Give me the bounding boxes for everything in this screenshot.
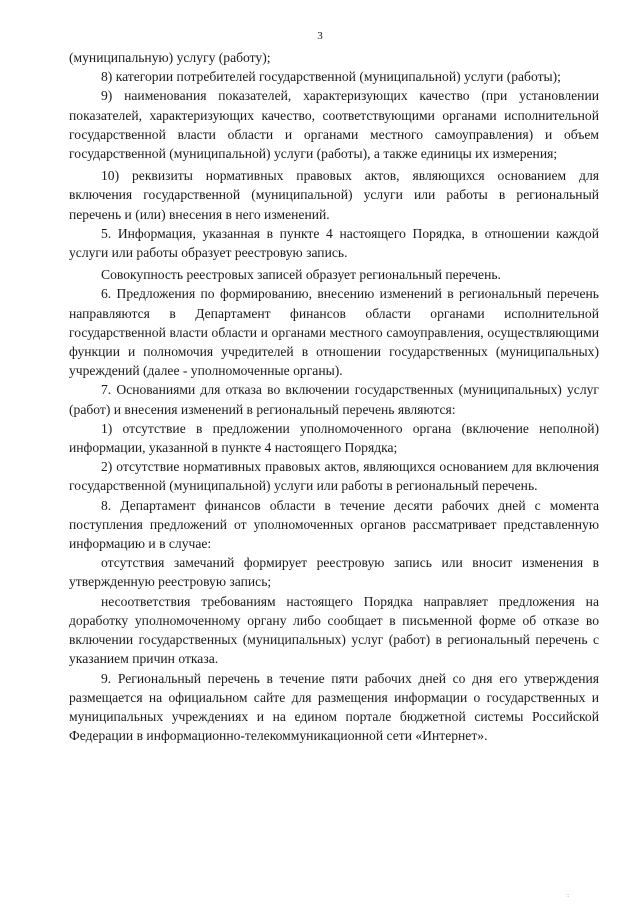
document-body (69, 48, 599, 745)
paragraph-item-10: 10) реквизиты нормативных правовых актов, являющихся основанием для включения государственной (муниципальной) услуги или работы в региональный перечень и (или) внесения в него изменений. (69, 168, 599, 222)
paragraph-item-8: 8) категории потребителей государственной (муниципальной) услуги (работы); (101, 69, 561, 85)
paragraph-point-7: 7. Основаниями для отказа во включении государственных (муниципальных) услуг (работ) и внесения изменений в региональный перечень являются: (69, 382, 599, 417)
paragraph-subitem-1: 1) отсутствие в предложении уполномоченного органа (включение неполной) информации, указанной в пункте 4 настоящего Порядка; (69, 420, 599, 456)
paragraph-point-5: 5. Информация, указанная в пункте 4 настоящего Порядка, в отношении каждой услуги или работы образует реестровую запись. (69, 225, 599, 261)
paragraph-point-8: 8. Департамент финансов области в течение десяти рабочих дней с момента поступления предложений от уполномоченных органов рассматривает представленную информацию и в случае: (69, 497, 599, 552)
paragraph-registry-total: Совокупность реестровых записей образует региональный перечень. (101, 267, 501, 283)
page-number: 3 (317, 30, 323, 42)
paragraph-no-remarks: отсутствия замечаний формирует реестровую запись или вносит изменения в утвержденную реестровую запись; (69, 555, 599, 590)
paragraph-noncompliance: несоответствия требованиям настоящего Порядка направляет предложения на доработку уполномоченному органу либо сообщает в письменной форме об отказе во включении государственных (муниципальных) услуг (работ) в региональный перечень с указанием причин отказа. (69, 593, 599, 667)
paragraph-item-9: 9) наименования показателей, характеризующих качество (при установлении показателей, характеризующих качество, соответствующими органами исполнительной государственной власти области и органами местного самоуправления) и объем государственной (муниципальной) услуги (работы), а также единицы их измерения; (69, 88, 599, 162)
paragraph-service-continuation: (муниципальную) услугу (работу); (69, 50, 271, 65)
paragraph-subitem-2: 2) отсутствие нормативных правовых актов, являющихся основанием для включения государственной (муниципальной) услуги или работы в региональный перечень. (69, 459, 599, 494)
paragraph-point-9: 9. Региональный перечень в течение пяти рабочих дней со дня его утверждения размещается на официальном сайте для размещения информации о государственных и муниципальных учреждениях и на едином портале бюджетной системы Российской Федерации в информационно-телекоммуникационной сети «Интернет». (69, 670, 599, 744)
corner-mark: :: (566, 893, 570, 899)
paragraph-point-6: 6. Предложения по формированию, внесению изменений в региональный перечень направляются в Департамент финансов области органами исполнительной государственной власти области и органами местного самоуправления, осуществляющими функции и полномочия учредителей в отношении государственных (муниципальных) учреждений (далее - уполномоченные органы). (69, 286, 599, 379)
